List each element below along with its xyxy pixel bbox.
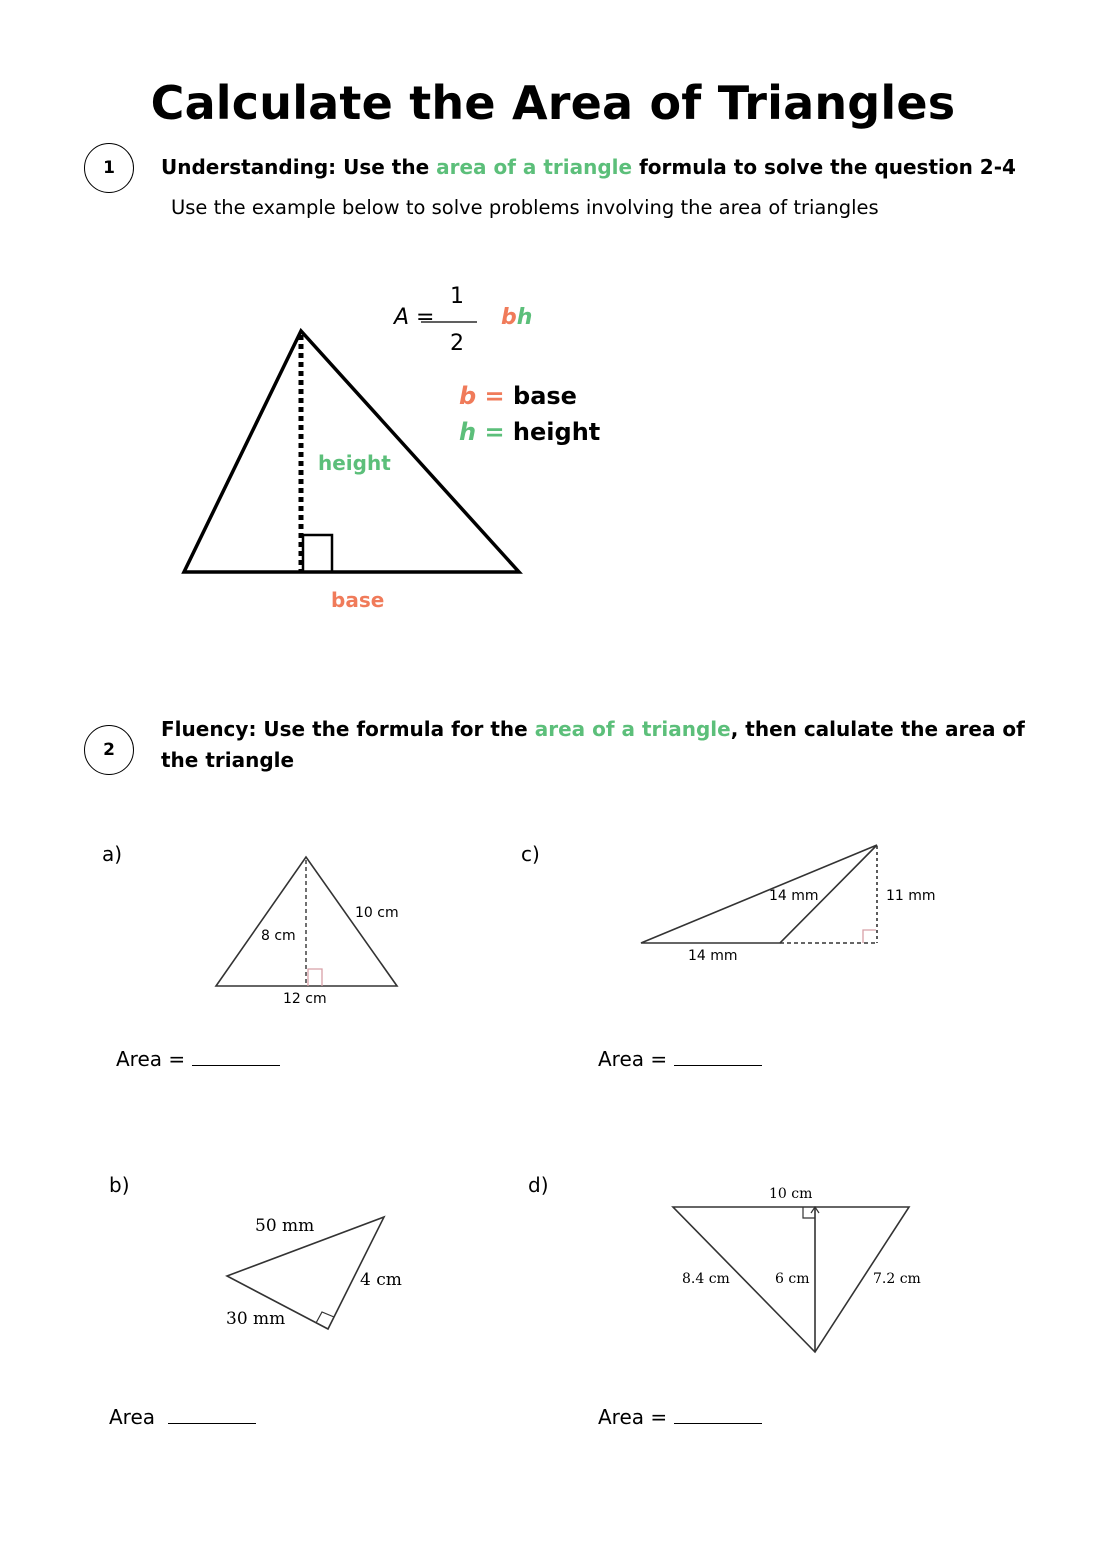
- q1-heading-highlight: area of a triangle: [436, 155, 633, 179]
- problem-a-label: a): [102, 842, 123, 866]
- problem-c-label: c): [521, 842, 540, 866]
- example-base-label: base: [331, 588, 385, 612]
- problem-d-right: 7.2 cm: [873, 1271, 921, 1287]
- legend-b-symbol: b =: [459, 382, 505, 410]
- problem-b-top: 50 mm: [255, 1216, 315, 1236]
- problem-a-area-label: Area =: [116, 1047, 186, 1071]
- problem-c-base: 14 mm: [688, 948, 738, 964]
- legend-h-symbol: h =: [459, 418, 505, 446]
- problem-b-area-label: Area: [109, 1405, 156, 1429]
- problem-c-area-label: Area =: [598, 1047, 668, 1071]
- page-title: Calculate the Area of Triangles: [150, 76, 956, 130]
- problem-a-side-left: 8 cm: [261, 928, 296, 944]
- problem-d-answer-blank[interactable]: [674, 1405, 762, 1424]
- legend-h-word: height: [512, 418, 601, 446]
- legend-b-word: base: [513, 382, 577, 410]
- question-number-1: 1: [84, 143, 134, 193]
- question-number-2: 2: [84, 725, 134, 775]
- problem-d-area-label: Area =: [598, 1405, 668, 1429]
- problem-b-bottom: 30 mm: [226, 1309, 286, 1329]
- problem-d-area: [598, 1405, 762, 1429]
- formula-denominator: 2: [450, 331, 464, 356]
- example-height-label: height: [318, 451, 391, 475]
- formula-A: A =: [394, 305, 435, 330]
- formula-h: h: [516, 305, 533, 330]
- problem-c-slant: 14 mm: [769, 888, 819, 904]
- problem-b-label: b): [109, 1173, 130, 1197]
- q1-heading-post: formula to solve the question 2-4: [632, 155, 1016, 179]
- problem-d-top: 10 cm: [769, 1186, 813, 1202]
- formula-numerator: 1: [450, 284, 464, 309]
- q1-subtext: Use the example below to solve problems involving the area of triangles: [171, 196, 879, 219]
- problem-b-right: 4 cm: [360, 1270, 402, 1290]
- problem-d-left: 8.4 cm: [682, 1271, 730, 1287]
- formula-b: b: [501, 305, 517, 330]
- q2-heading-line2: the triangle: [161, 748, 295, 772]
- q2-heading-pre: Fluency: Use the formula for the: [161, 717, 535, 741]
- problem-c-height: 11 mm: [886, 888, 936, 904]
- q2-heading-highlight: area of a triangle: [534, 717, 731, 741]
- q2-heading-post: , then calulate the area of: [730, 717, 1025, 741]
- problem-a-side-right: 10 cm: [355, 905, 399, 921]
- problem-d-mid: 6 cm: [775, 1271, 810, 1287]
- problem-d-label: d): [528, 1173, 549, 1197]
- problem-a-base: 12 cm: [283, 991, 327, 1007]
- q1-heading-pre: Understanding: Use the: [161, 155, 437, 179]
